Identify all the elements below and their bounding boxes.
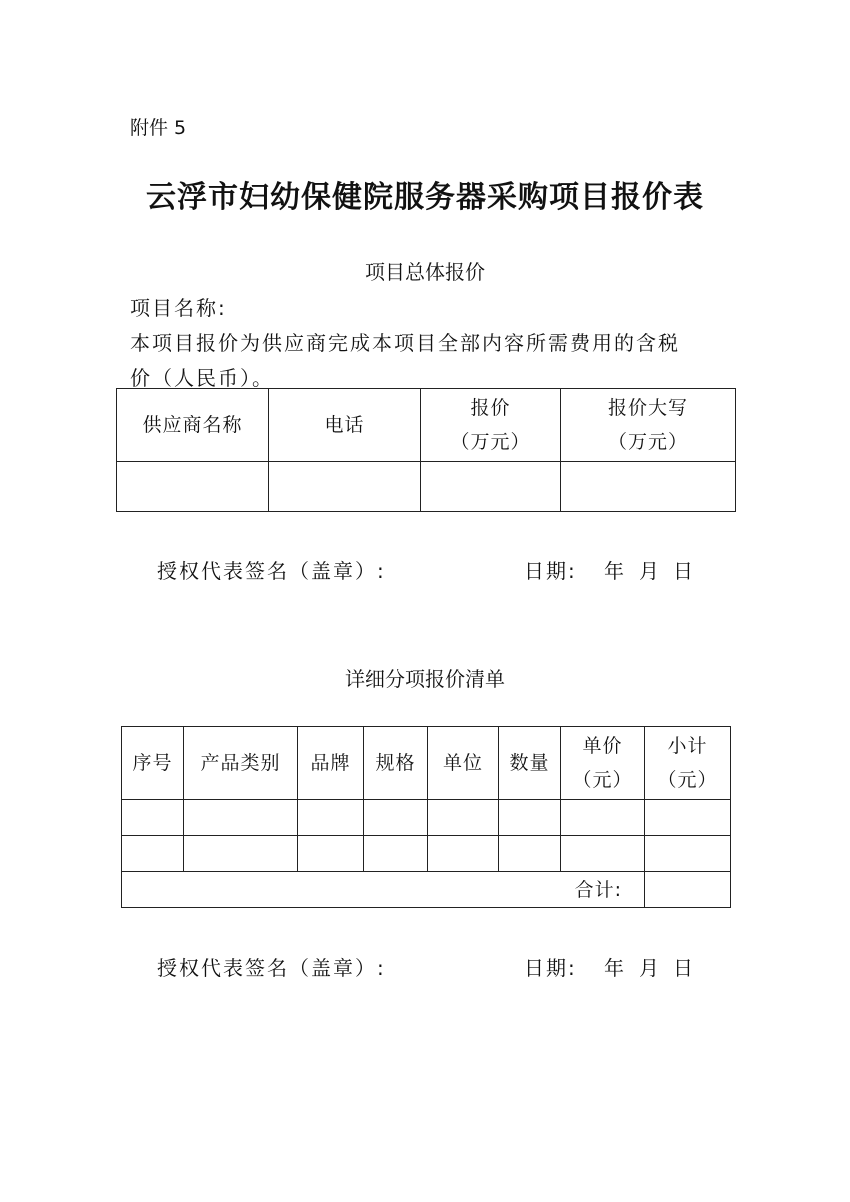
cell-brand[interactable] — [298, 836, 364, 872]
header-phone: 电话 — [269, 389, 421, 462]
header-price — [421, 389, 561, 462]
cell-unit[interactable] — [428, 800, 499, 836]
summary-heading: 项目总体报价 — [365, 260, 485, 284]
summary-table — [116, 388, 736, 512]
header-category: 产品类别 — [184, 727, 298, 800]
header-qty: 数量 — [499, 727, 561, 800]
header-unit-price-label: 单价 — [582, 735, 623, 757]
cell-category[interactable] — [184, 836, 298, 872]
cell-qty[interactable] — [499, 800, 561, 836]
cell-subtotal[interactable] — [645, 800, 731, 836]
header-subtotal — [645, 727, 731, 800]
total-row — [122, 872, 731, 908]
date-year: 年 — [604, 956, 626, 980]
cell-seq[interactable] — [122, 800, 184, 836]
header-price-label: 报价 — [470, 397, 511, 419]
cell-qty[interactable] — [499, 836, 561, 872]
header-price-upper-label: 报价大写 — [607, 397, 688, 419]
header-price-unit: （万元） — [450, 431, 531, 453]
detail-header-row — [122, 727, 731, 800]
cell-spec[interactable] — [364, 836, 428, 872]
cell-spec[interactable] — [364, 800, 428, 836]
header-unit: 单位 — [428, 727, 499, 800]
date-label: 日期: — [524, 559, 577, 583]
cell-brand[interactable] — [298, 800, 364, 836]
total-label: 合计: — [122, 872, 645, 908]
attachment-label: 附件 5 — [130, 117, 187, 139]
date-year: 年 — [604, 559, 626, 583]
note-line-2: 价（人民币）。 — [130, 366, 274, 390]
signature-label: 授权代表签名（盖章）: — [157, 956, 386, 980]
date-month: 月 — [639, 956, 661, 980]
cell-subtotal[interactable] — [645, 836, 731, 872]
header-brand: 品牌 — [298, 727, 364, 800]
table-row — [117, 462, 736, 512]
cell-supplier[interactable] — [117, 462, 269, 512]
cell-price-upper[interactable] — [561, 462, 736, 512]
header-subtotal-label: 小计 — [667, 735, 708, 757]
cell-price[interactable] — [421, 462, 561, 512]
date-day: 日 — [673, 559, 695, 583]
header-price-upper-unit: （万元） — [607, 431, 688, 453]
project-name-label: 项目名称: — [130, 296, 227, 320]
table-row — [122, 800, 731, 836]
table-row — [122, 836, 731, 872]
cell-unit-price[interactable] — [561, 836, 645, 872]
detail-heading: 详细分项报价清单 — [345, 667, 505, 691]
summary-header-row — [117, 389, 736, 462]
cell-category[interactable] — [184, 800, 298, 836]
header-unit-price-unit: （元） — [572, 769, 633, 791]
cell-unit[interactable] — [428, 836, 499, 872]
header-unit-price — [561, 727, 645, 800]
date-month: 月 — [639, 559, 661, 583]
page-title: 云浮市妇幼保健院服务器采购项目报价表 — [146, 180, 704, 215]
note-line-1: 本项目报价为供应商完成本项目全部内容所需费用的含税 — [130, 331, 680, 355]
header-seq: 序号 — [122, 727, 184, 800]
header-spec: 规格 — [364, 727, 428, 800]
header-subtotal-unit: （元） — [657, 769, 718, 791]
header-price-upper — [561, 389, 736, 462]
cell-seq[interactable] — [122, 836, 184, 872]
cell-phone[interactable] — [269, 462, 421, 512]
detail-table — [121, 726, 731, 908]
date-label: 日期: — [524, 956, 577, 980]
cell-unit-price[interactable] — [561, 800, 645, 836]
header-supplier: 供应商名称 — [117, 389, 269, 462]
date-day: 日 — [673, 956, 695, 980]
total-value[interactable] — [645, 872, 731, 908]
signature-label: 授权代表签名（盖章）: — [157, 559, 386, 583]
